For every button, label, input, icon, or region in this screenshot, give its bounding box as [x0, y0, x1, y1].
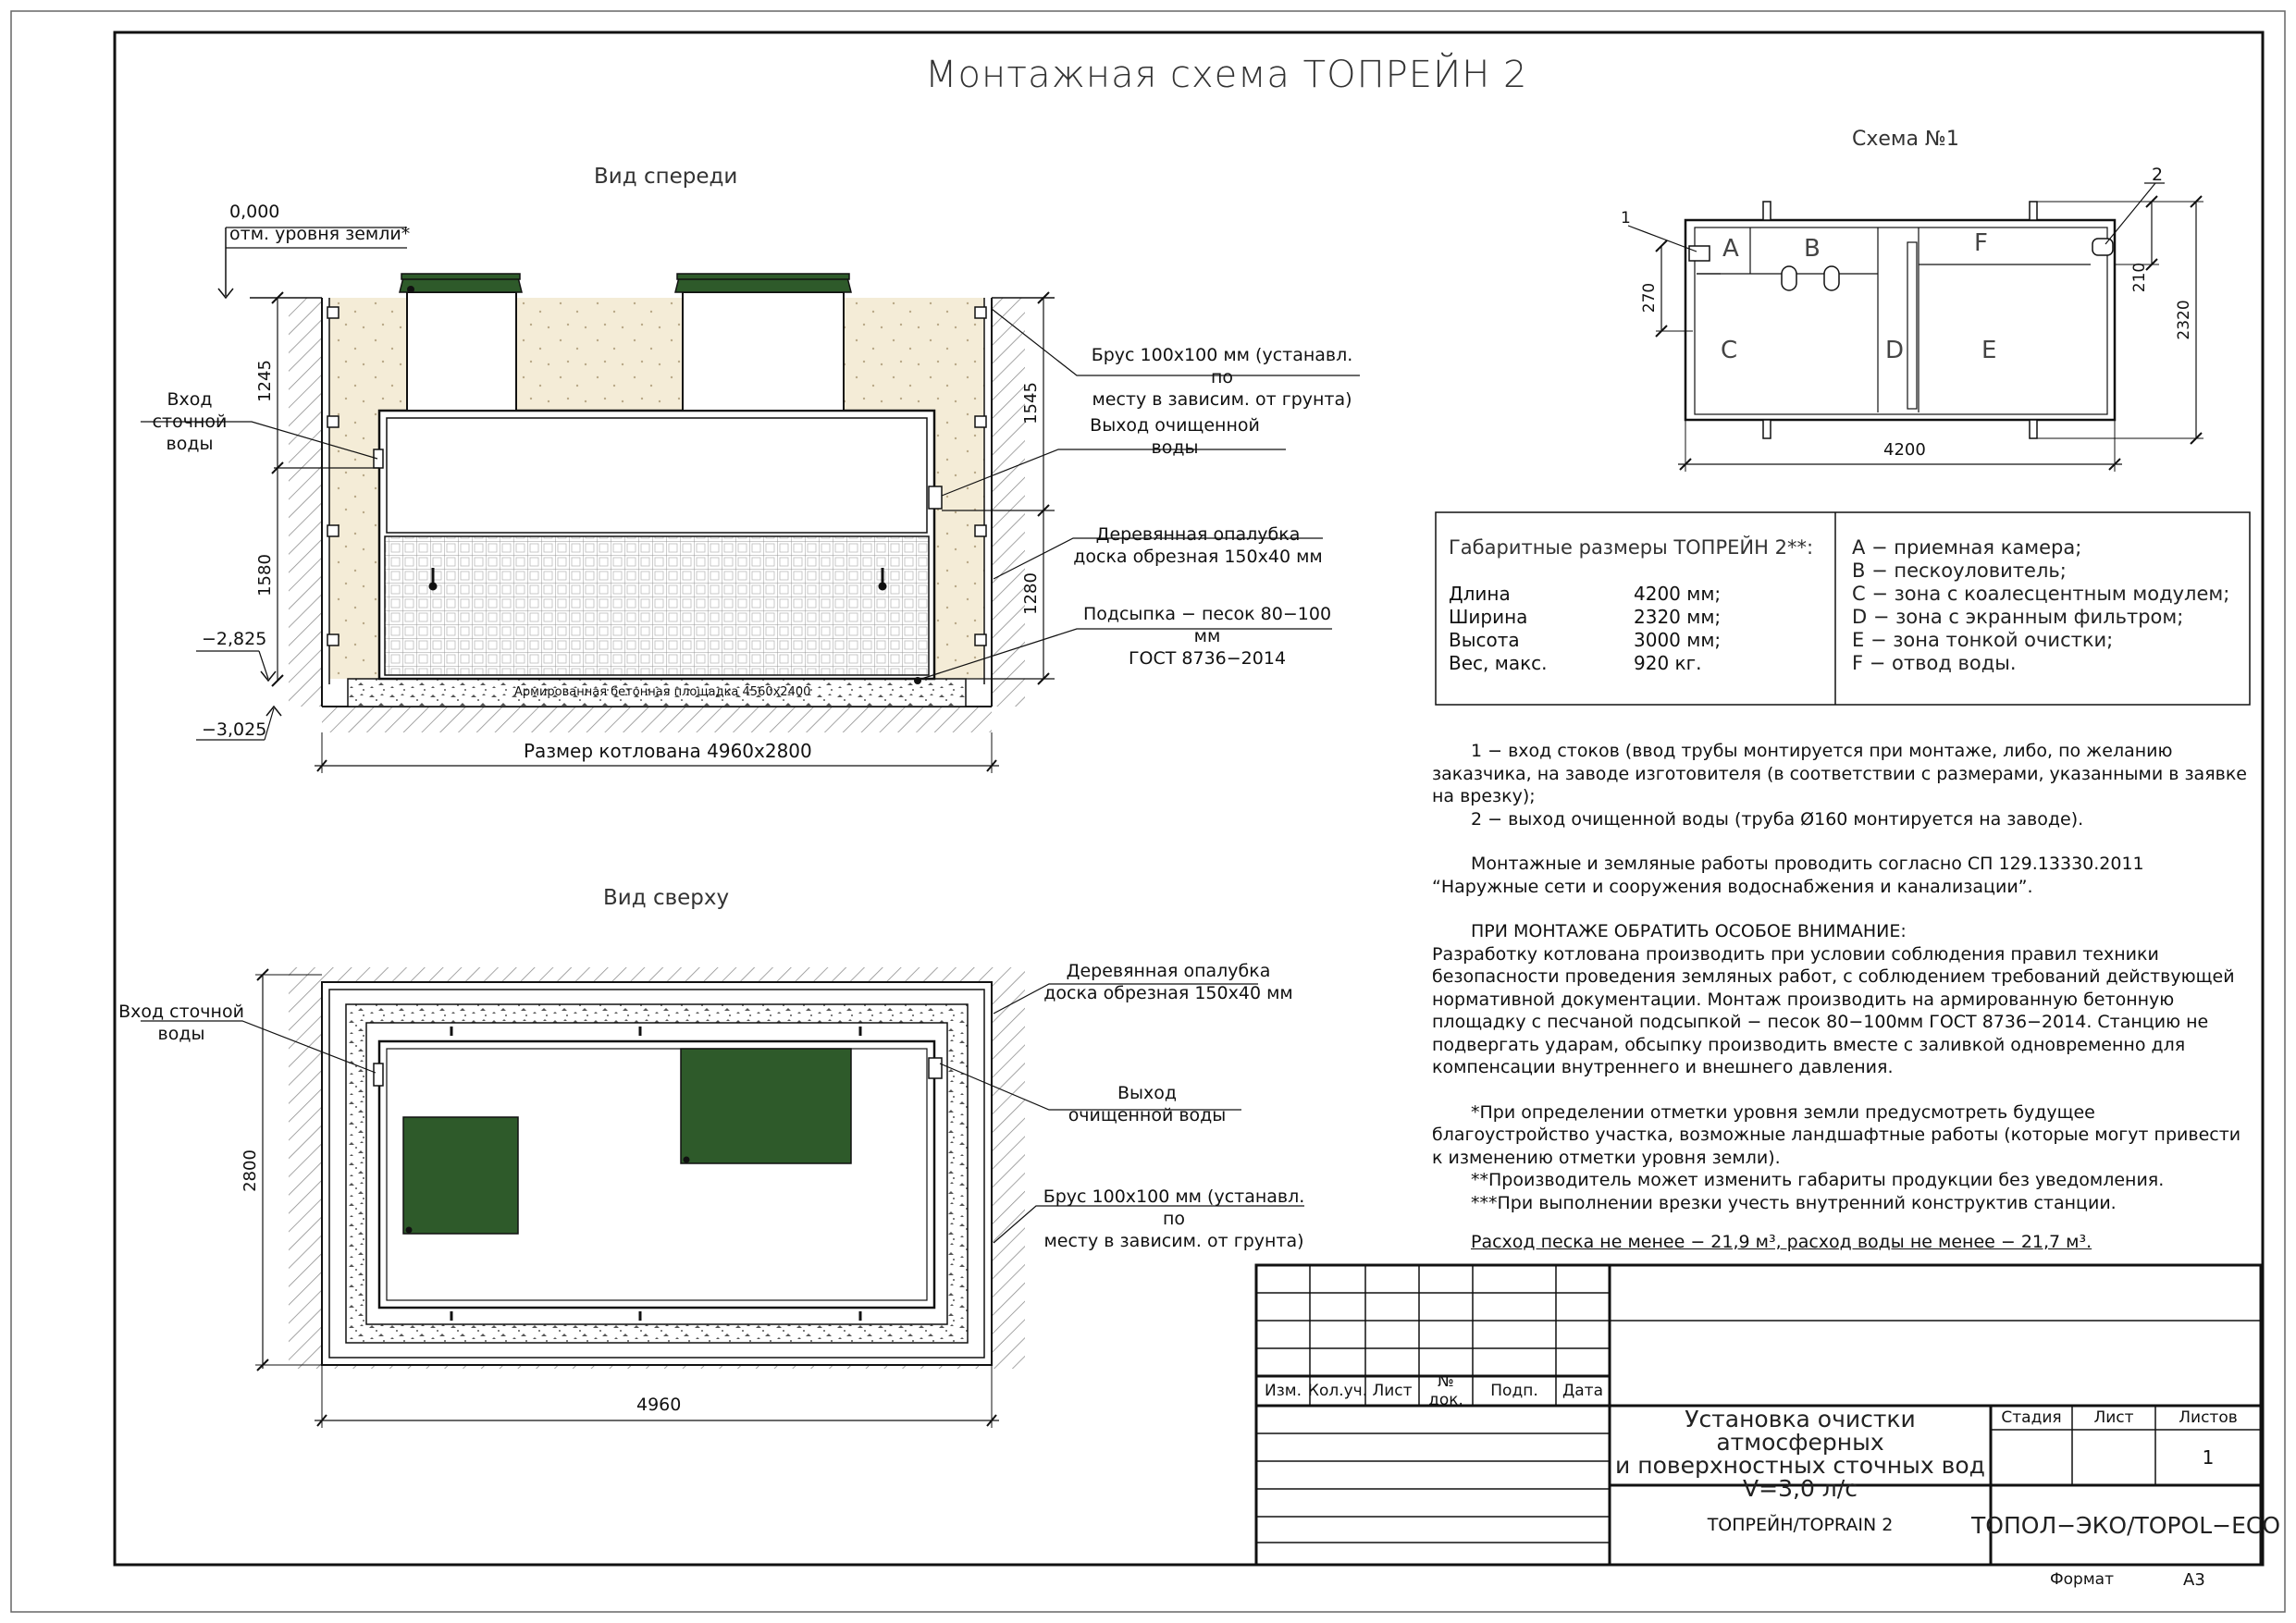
label-outlet-top-line1: Выход	[1117, 1083, 1178, 1103]
dim-1580: 1580	[255, 554, 275, 596]
dim-270: 270	[1640, 282, 1659, 314]
level-zero: 0,000	[229, 202, 280, 222]
label-beam-top-line2: месту в зависим. от грунта)	[1043, 1231, 1304, 1251]
dim-1280: 1280	[1021, 572, 1041, 615]
doc-title-line1: Установка очистки атмосферных	[1685, 1406, 1916, 1456]
label-outlet-front	[1064, 414, 1286, 459]
doc-title-line2: и поверхностных сточных вод	[1615, 1452, 1985, 1479]
spec-label: Ширина	[1449, 606, 1528, 628]
neck-left	[407, 292, 516, 411]
stamp-header-sign: Подп.	[1490, 1382, 1538, 1400]
label-inlet-front-line1: Вход сточной	[152, 389, 228, 432]
scheme-1	[1628, 183, 2203, 472]
note-dimensions: **Производитель может изменить габариты продукции без уведомления.	[1471, 1170, 2165, 1190]
tank-grid-module	[385, 536, 929, 675]
label-beam-front-line2: месту в зависим. от грунта)	[1092, 389, 1352, 410]
scheme-title: Схема №1	[1852, 128, 1959, 151]
note-attention-heading: ПРИ МОНТАЖЕ ОБРАТИТЬ ОСОБОЕ ВНИМАНИЕ:	[1471, 921, 1907, 941]
top-lid-right	[681, 1049, 851, 1163]
spec-row	[1449, 583, 1819, 606]
label-outlet-top	[1055, 1082, 1240, 1126]
dim-4960: 4960	[636, 1395, 682, 1415]
dim-2800: 2800	[241, 1150, 260, 1192]
label-formwork-top-line1: Деревянная опалубка	[1066, 961, 1271, 981]
spec-label: Вес, макс.	[1449, 652, 1548, 674]
specs-title: Габаритные размеры ТОПРЕЙН 2**:	[1449, 536, 1814, 559]
stamp-sheets-label: Листов	[2179, 1408, 2238, 1427]
note-tie-in: ***При выполнении врезки учесть внутренний конструктив станции.	[1471, 1192, 2117, 1213]
stamp-header-kolvo: Кол.уч.	[1307, 1382, 1368, 1400]
doc-title-line3: V=3,0 л/с	[1743, 1475, 1858, 1502]
spec-row	[1449, 629, 1819, 652]
stamp-product: ТОПРЕЙН/TOPRAIN 2	[1707, 1515, 1894, 1535]
outlet-pipe	[929, 486, 942, 509]
stamp-company: ТОПОЛ−ЭКО/TOPOL−ECO	[1971, 1511, 2280, 1539]
dim-4200: 4200	[1883, 440, 1926, 460]
label-formwork-front-line1: Деревянная опалубка	[1095, 524, 1301, 545]
note-consumption: Расход песка не менее − 21,9 м³, расход воды не менее − 21,7 м³.	[1471, 1232, 2092, 1252]
spec-label: Длина	[1449, 583, 1511, 605]
format-label: Формат	[2050, 1570, 2114, 1589]
pit-size: Размер котлована 4960х2800	[524, 740, 812, 762]
callout-1: 1	[1621, 209, 1631, 227]
label-inlet-front-line2: воды	[166, 434, 214, 454]
label-outlet-top-line2: очищенной воды	[1068, 1105, 1227, 1125]
specs-table	[1449, 583, 1819, 675]
label-outlet-front-line1: Выход очищенной	[1090, 415, 1260, 436]
format-value: А3	[2183, 1570, 2205, 1590]
spec-label: Высота	[1449, 629, 1520, 651]
label-beam-front	[1079, 344, 1365, 411]
zone-legend	[1852, 536, 2240, 675]
stamp-sheet-label: Лист	[2093, 1408, 2134, 1427]
label-inlet-top	[117, 1001, 246, 1045]
zone-c: C	[1721, 337, 1738, 364]
level-2825: −2,825	[202, 629, 267, 649]
spec-value: 3000 мм;	[1634, 629, 1722, 651]
stamp-stage-label: Стадия	[2001, 1408, 2062, 1427]
label-formwork-front	[1073, 523, 1323, 568]
dim-1245: 1245	[255, 360, 275, 402]
zone-e: E	[1981, 337, 1997, 364]
zone-f: F	[1974, 229, 1988, 257]
spec-row	[1449, 652, 1819, 675]
spec-value: 2320 мм;	[1634, 606, 1722, 628]
note-inlet: 1 − вход стоков (ввод трубы монтируется при монтаже, либо, по желанию заказчика, на заводе изготовителя (в соответствии с размерами, указанными в заявке на врезку);	[1432, 741, 2247, 806]
label-beam-top	[1031, 1186, 1317, 1252]
legend-item: С − зона с коалесцентным модулем;	[1852, 583, 2230, 605]
zone-b: B	[1804, 235, 1821, 263]
note-attention: Разработку котлована производить при условии соблюдения правил техники безопасности проведения земляных работ, с соблюдением требований действующей нормативной документации. Монтаж производить на армированную бетонную площадку с песчаной подсыпкой − песок 80−100мм ГОСТ 8736−2014. Станцию не подвергать ударам, обсыпку производить вместе с заливкой одновременно для компенсации внутреннего и внешнего давления.	[1432, 943, 2235, 1077]
label-formwork-front-line2: доска обрезная 150х40 мм	[1073, 547, 1323, 567]
note-standards: Монтажные и земляные работы проводить согласно СП 129.13330.2011 “Наружные сети и сооружения водоснабжения и канализации”.	[1432, 854, 2144, 897]
legend-item: F − отвод воды.	[1852, 652, 2017, 674]
legend-item: В − пескоуловитель;	[1852, 559, 2067, 582]
front-view-title: Вид спереди	[594, 165, 738, 189]
label-formwork-top	[1043, 960, 1293, 1004]
spec-row	[1449, 606, 1819, 629]
legend-item: А − приемная камера;	[1852, 536, 2082, 559]
neck-right	[683, 292, 844, 411]
page-title: Монтажная схема ТОПРЕЙН 2	[925, 54, 1528, 96]
label-inlet-top-line2: воды	[157, 1024, 205, 1044]
spec-value: 920 кг.	[1634, 652, 1702, 674]
spec-value: 4200 мм;	[1634, 583, 1722, 605]
label-inlet-front	[130, 388, 250, 455]
stamp-sheets-value: 1	[2202, 1446, 2215, 1469]
stamp-header-list: Лист	[1372, 1382, 1413, 1400]
label-sand-front	[1073, 603, 1341, 670]
label-beam-front-line1: Брус 100х100 мм (устанавл. по	[1091, 345, 1353, 387]
inlet-pipe	[374, 449, 383, 468]
legend-item: Е − зона тонкой очистки;	[1852, 629, 2114, 651]
top-view-title: Вид сверху	[603, 886, 730, 910]
level-zero-note: отм. уровня земли*	[229, 224, 411, 244]
stamp-header-doc: № док.	[1428, 1372, 1463, 1409]
note-outlet: 2 − выход очищенной воды (труба Ø160 монтируется на заводе).	[1471, 808, 2084, 830]
label-formwork-top-line2: доска обрезная 150х40 мм	[1043, 983, 1293, 1003]
label-sand-front-line2: ГОСТ 8736−2014	[1128, 648, 1287, 669]
callout-2: 2	[2152, 165, 2164, 185]
level-3025: −3,025	[202, 719, 267, 740]
label-outlet-front-line2: воды	[1151, 437, 1199, 458]
installation-notes	[1432, 740, 2253, 1254]
dim-2320: 2320	[2175, 300, 2193, 340]
dim-210: 210	[2130, 262, 2149, 293]
zone-d: D	[1885, 337, 1905, 364]
label-sand-front-line1: Подсыпка − песок 80−100 мм	[1082, 604, 1332, 646]
top-lid-left	[403, 1117, 518, 1234]
note-ground-level: *При определении отметки уровня земли предусмотреть будущее благоустройство участка, возможные ландшафтные работы (которые могут привести к изменению отметки уровня земли).	[1432, 1101, 2241, 1168]
legend-item: D − зона с экранным фильтром;	[1852, 606, 2184, 628]
slab-label: Армированная бетонная площадка 4560х2400	[514, 685, 811, 699]
stamp-header-izm: Изм.	[1265, 1382, 1302, 1400]
label-beam-top-line1: Брус 100х100 мм (устанавл. по	[1043, 1187, 1305, 1229]
zone-a: A	[1722, 235, 1739, 263]
stamp-header-date: Дата	[1562, 1382, 1604, 1400]
dim-1545: 1545	[1021, 382, 1041, 424]
label-inlet-top-line1: Вход сточной	[118, 1002, 244, 1022]
